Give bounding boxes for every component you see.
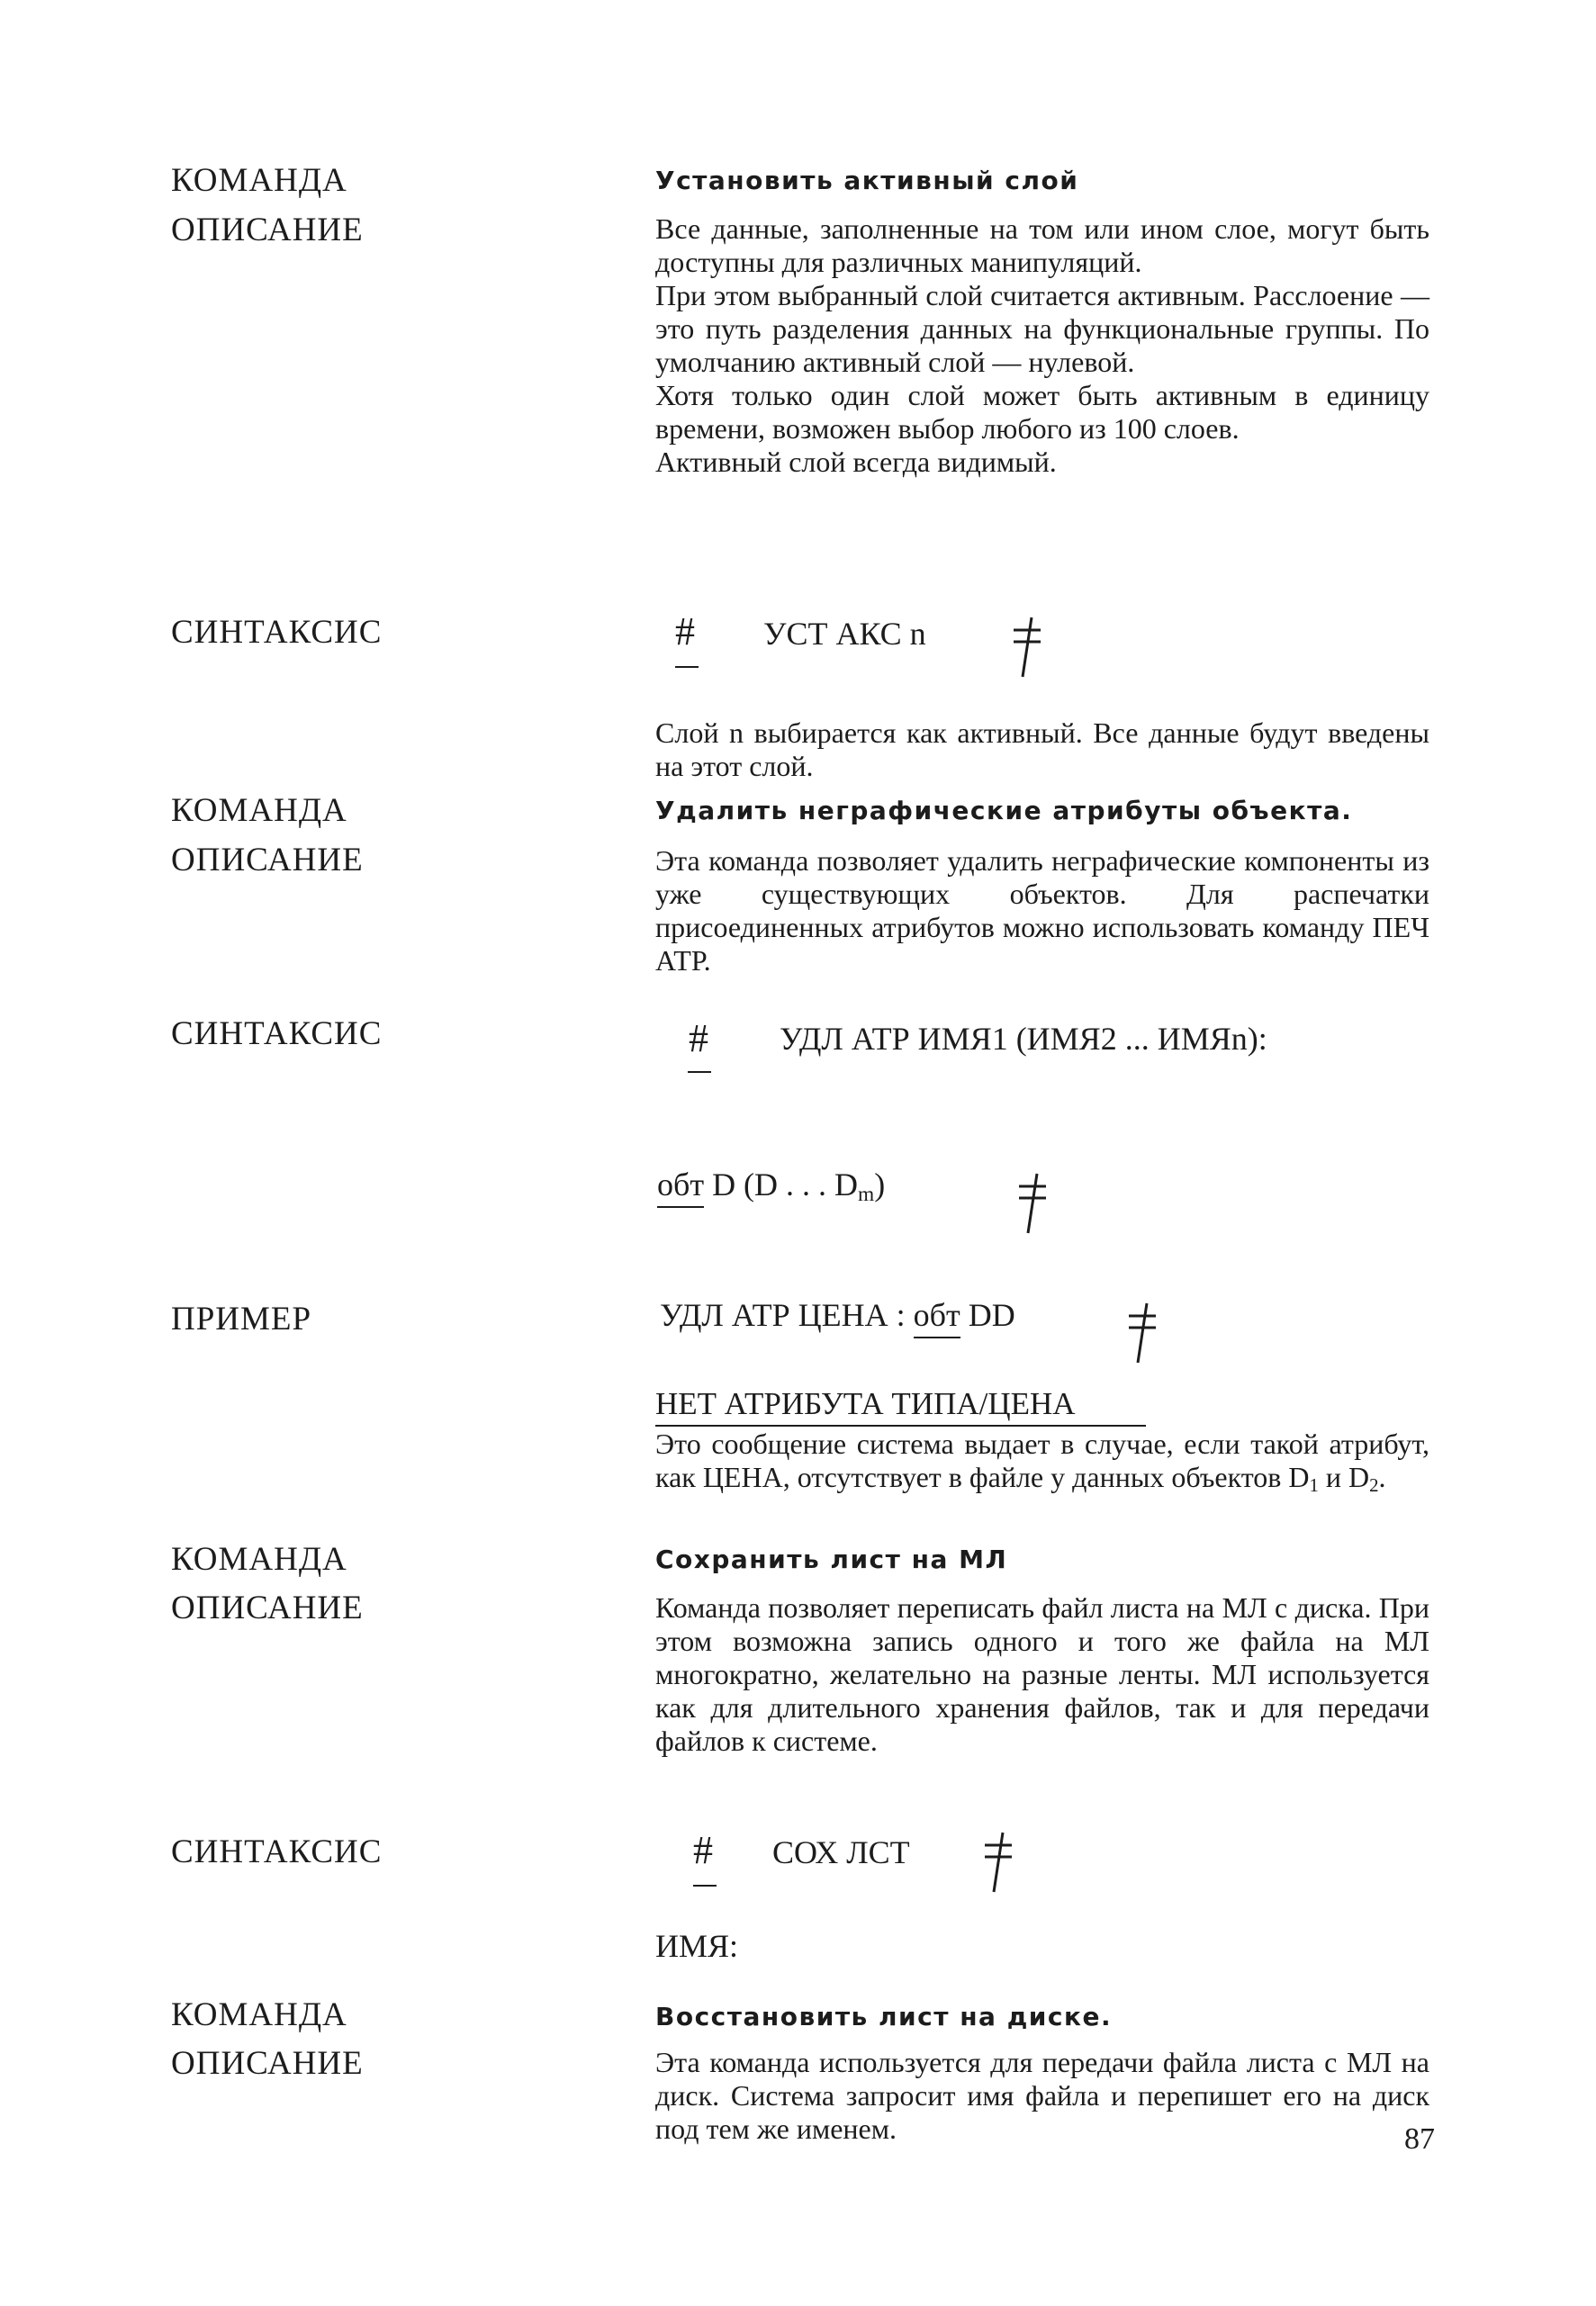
paragraph: Команда позволяет переписать файл листа на МЛ с диска. При этом возможна запись одного и того же файла на МЛ многократно, желательно на разные ленты. МЛ используется как для длительного хранения файлов, так и для передачи файлов к системе. xyxy=(655,1591,1429,1757)
note-part: . xyxy=(1378,1461,1386,1493)
subscript: 1 xyxy=(1309,1475,1319,1497)
label-command: КОМАНДА xyxy=(171,162,347,199)
page-number: 87 xyxy=(1404,2122,1435,2156)
obt-keyword xyxy=(914,1299,960,1331)
object-list-end: ) xyxy=(874,1167,886,1203)
obt-underline xyxy=(914,1337,960,1338)
system-message: НЕТ АТРИБУТА ТИПА/ЦЕНА xyxy=(655,1386,1076,1421)
hash-underline xyxy=(688,1071,711,1073)
command-heading: Удалить неграфические атрибуты объекта. xyxy=(655,796,1353,825)
label-example: ПРИМЕР xyxy=(171,1301,312,1338)
end-of-command-icon xyxy=(981,1827,1017,1899)
note-part: и D xyxy=(1318,1461,1370,1493)
end-of-command-icon xyxy=(1125,1298,1161,1370)
hash-symbol: # xyxy=(693,1828,713,1872)
label-command: КОМАНДА xyxy=(171,1996,347,2033)
filename-prompt: ИМЯ: xyxy=(655,1928,739,1964)
label-command: КОМАНДА xyxy=(171,792,347,829)
message-rule xyxy=(655,1425,1146,1427)
hash-symbol: # xyxy=(675,609,695,653)
paragraph: Эта команда позволяет удалить неграфические компоненты из уже существующих объектов. Для распечатки присоединенных атрибутов можно использовать команду ПЕЧ АТР. xyxy=(655,844,1429,977)
subscript: 2 xyxy=(1369,1475,1379,1497)
command-heading: Восстановить лист на диске. xyxy=(655,2002,1113,2031)
message-note-text xyxy=(655,1428,1429,1497)
hash-underline xyxy=(675,666,699,668)
hash-underline xyxy=(693,1885,717,1887)
label-description: ОПИСАНИЕ xyxy=(171,1590,364,1626)
paragraph: Эта команда используется для передачи файла листа с МЛ на диск. Система запросит имя файла и перепишет его на диск под тем же именем. xyxy=(655,2046,1429,2145)
end-of-command-icon xyxy=(1010,612,1046,684)
hash-symbol: # xyxy=(689,1016,708,1060)
paragraph: Хотя только один слой может быть активным в единицу времени, возможен выбор любого из 100 слоев. xyxy=(655,379,1429,445)
label-syntax: СИНТАКСИС xyxy=(171,1833,383,1870)
command-heading: Установить активный слой xyxy=(655,166,1079,195)
syntax-text: УДЛ АТР ИМЯ1 (ИМЯ2 ... ИМЯn): xyxy=(780,1021,1267,1057)
obt-keyword-text: обт xyxy=(657,1167,705,1203)
message-note xyxy=(655,1428,1429,1497)
subscript: m xyxy=(858,1182,875,1206)
description-text xyxy=(655,212,1429,479)
example-object: DD xyxy=(960,1297,1015,1333)
label-description: ОПИСАНИЕ xyxy=(171,842,364,878)
label-description: ОПИСАНИЕ xyxy=(171,2045,364,2082)
obt-underline xyxy=(657,1206,704,1208)
label-syntax: СИНТАКСИС xyxy=(171,614,383,651)
description-text xyxy=(655,1591,1429,1758)
note-part: Это сообщение система выдает в случае, если такой атрибут, как ЦЕНА, отсутствует в файле у данных объектов D xyxy=(655,1428,1429,1493)
description-text xyxy=(655,844,1429,977)
syntax-line-2 xyxy=(657,1167,886,1206)
label-description: ОПИСАНИЕ xyxy=(171,212,364,248)
label-command: КОМАНДА xyxy=(171,1541,347,1578)
object-list-text: D (D . . . D xyxy=(712,1167,859,1203)
syntax-note-text: Слой n выбирается как активный. Все данные будут введены на этот слой. xyxy=(655,716,1429,782)
paragraph: Все данные, заполненные на том или ином слое, могут быть доступны для различных манипуляций. xyxy=(655,212,1429,278)
obt-keyword-text: обт xyxy=(913,1297,960,1333)
paragraph: При этом выбранный слой считается активным. Расслоение — это путь разделения данных на функциональные группы. По умолчанию активный слой — нулевой. xyxy=(655,279,1429,378)
command-heading: Сохранить лист на МЛ xyxy=(655,1545,1008,1574)
syntax-text: СОХ ЛСТ xyxy=(772,1834,910,1870)
example-text xyxy=(660,1299,1015,1331)
syntax-note xyxy=(655,716,1429,783)
description-text xyxy=(655,2046,1429,2146)
paragraph: Активный слой всегда видимый. xyxy=(655,446,1057,478)
syntax-text: УСТ АКС n xyxy=(763,616,926,652)
example-command: УДЛ АТР ЦЕНА : xyxy=(660,1297,914,1333)
obt-keyword xyxy=(657,1168,704,1201)
end-of-command-icon xyxy=(1015,1168,1051,1240)
label-syntax: СИНТАКСИС xyxy=(171,1015,383,1052)
